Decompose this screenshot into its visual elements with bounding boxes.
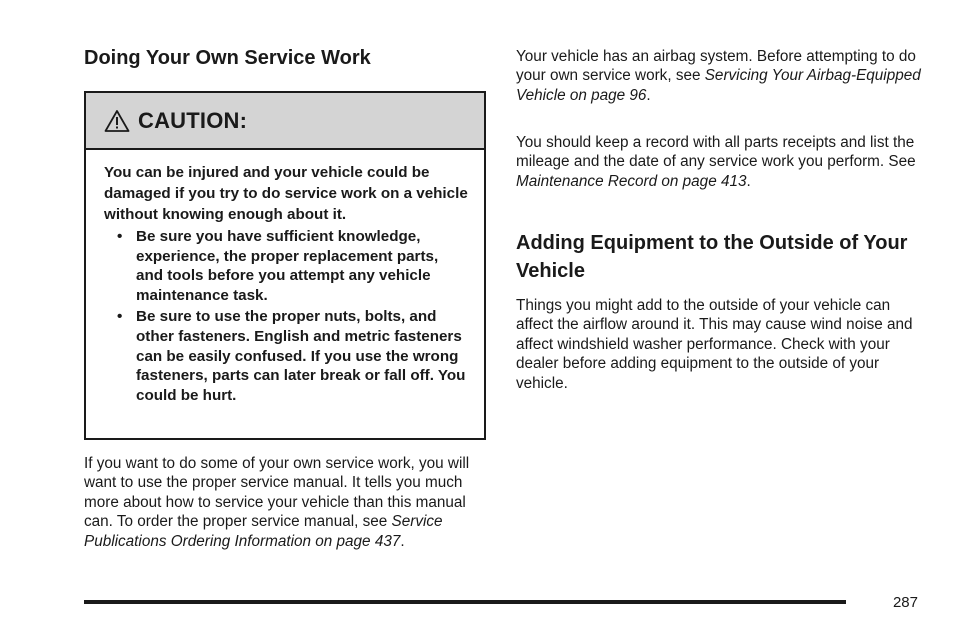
bullet-icon: • <box>117 308 123 326</box>
caution-bullet: • Be sure to use the proper nuts, bolts, and other fasteners. English and metric fasteners can be easily confused. If you use the wrong fasteners, parts can later break or fall off. You could be hurt. <box>117 308 466 404</box>
records-paragraph: You should keep a record with all parts receipts and list the mileage and the date of any service work you perform. See Maintenance Record on page 413. <box>516 134 916 190</box>
equipment-paragraph: Things you might add to the outside of your vehicle can affect the airflow around it. This may cause wind noise and affect windshield washer performance. Check with your dealer before adding equipment to the outside of your vehicle. <box>516 297 913 392</box>
footer-rule <box>84 600 846 604</box>
cross-reference: Servicing Your Airbag-Equipped Vehicle on page 96 <box>516 67 921 104</box>
airbag-paragraph: Your vehicle has an airbag system. Before attempting to do your own service work, see Servicing Your Airbag-Equipped Vehicle on page 96. <box>516 48 921 104</box>
section-heading-service-work: Doing Your Own Service Work <box>84 47 371 69</box>
cross-reference: Service Publications Ordering Information on page 437 <box>84 513 443 550</box>
warning-triangle-icon <box>104 109 130 133</box>
caution-title: CAUTION: <box>138 107 248 133</box>
cross-reference: Maintenance Record on page 413 <box>516 172 747 190</box>
section-heading-adding-equipment: Adding Equipment to the Outside of Your Vehicle <box>516 232 908 282</box>
caution-header <box>86 93 484 150</box>
caution-bullet: • Be sure you have sufficient knowledge, experience, the proper replacement parts, and tools before you attempt any vehicle maintenance task. <box>117 228 439 304</box>
service-manual-paragraph: If you want to do some of your own service work, you will want to use the proper service manual. It tells you much more about how to service your vehicle than this manual can. To order the proper service manual, see Service Publications Ordering Information on page 437. <box>84 455 470 550</box>
caution-bullet-list <box>104 227 468 405</box>
caution-intro: You can be injured and your vehicle could be damaged if you try to do service work on a vehicle without knowing enough about it. <box>104 164 468 223</box>
caution-body <box>86 150 484 405</box>
bullet-icon: • <box>117 228 123 245</box>
page-number: 287 <box>892 594 918 611</box>
caution-box <box>84 91 486 440</box>
